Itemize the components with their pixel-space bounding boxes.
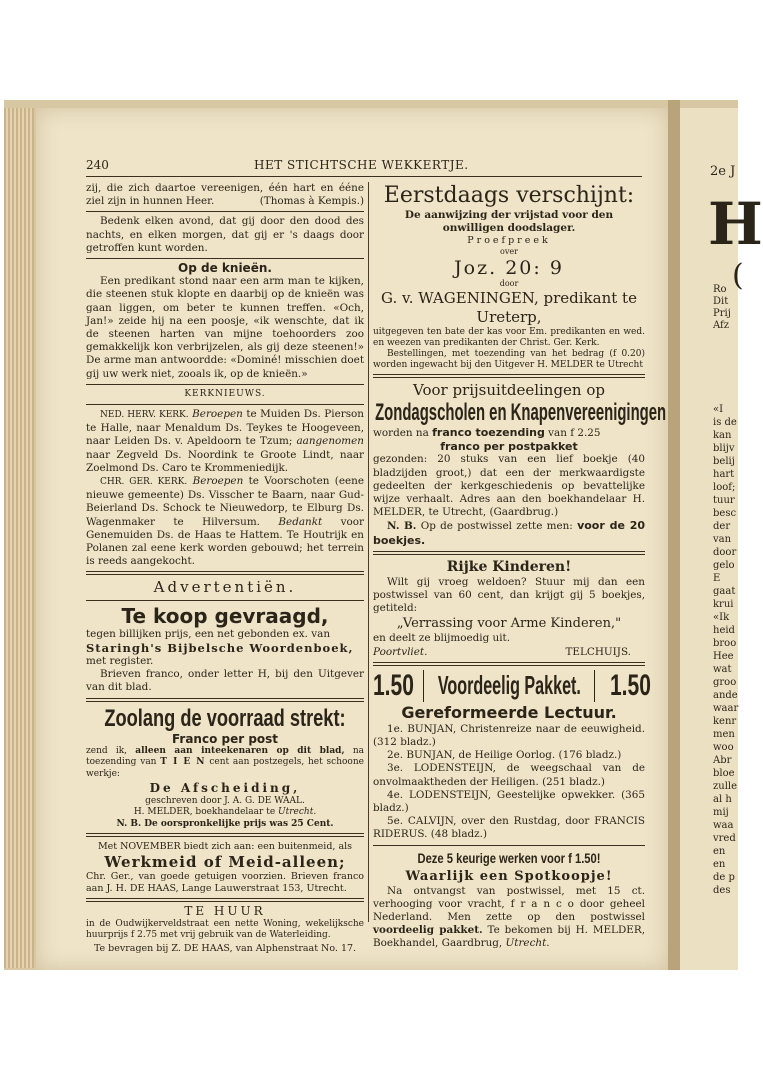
book-list-item: 4e. LODENSTEIJN, Geestelijke opwekker. (365 bladz.) bbox=[373, 788, 645, 815]
ad-heading: Waarlijk een Spotkoopje! bbox=[405, 868, 613, 884]
next-page-line: Ro bbox=[713, 284, 727, 295]
ad-heading: Te koop gevraagd, bbox=[121, 604, 329, 629]
next-page-line: en bbox=[713, 859, 726, 870]
price-right: 1.50 bbox=[610, 669, 651, 703]
left-column bbox=[86, 182, 364, 955]
next-page-line: wat bbox=[713, 664, 732, 675]
next-page-line: des bbox=[713, 885, 731, 896]
next-page-line: de p bbox=[713, 872, 735, 883]
ad-book-title: Staringh's Bijbelsche Woordenboek, bbox=[86, 640, 354, 655]
next-page-line: al h bbox=[713, 794, 732, 805]
ad-text: uitgegeven ten bate der kas voor Em. predikanten en wed. en weezen van predikanten der Christ. Ger. Kerk. bbox=[373, 327, 645, 348]
ad-heading: Rijke Kinderen! bbox=[446, 558, 572, 575]
divider bbox=[86, 571, 364, 575]
banner-bar bbox=[594, 670, 595, 702]
next-page-line: bloe bbox=[713, 768, 735, 779]
next-page-line: van bbox=[713, 534, 732, 545]
package-title: Voordeelig Pakket. bbox=[437, 670, 581, 701]
next-page-fragment bbox=[680, 108, 763, 970]
ad-text: Wilt gij vroeg weldoen? Stuur mij dan een postwissel van 60 cent, dan krijgt gij 5 boekjes, getiteld: bbox=[373, 575, 645, 615]
next-page-line: zulle bbox=[713, 781, 738, 792]
next-page-line: blijv bbox=[713, 443, 735, 454]
next-page-line: tuur bbox=[713, 495, 735, 506]
next-page-line: loof; bbox=[713, 482, 736, 493]
next-page-line: belij bbox=[713, 456, 735, 467]
ad-text: zend ik, alleen aan inteekenaren op dit blad, na toezending van T I E N cent aan postzegels, het schoone werkje: bbox=[86, 745, 364, 779]
divider bbox=[86, 600, 364, 601]
church-news-2: CHR. GER. KERK. Beroepen te Voorschoten (eene nieuwe gemeente) Ds. Visscher te Baarn, naar Gud-Beierland Ds. Schock te Nieuwedorp, te Elburg Ds. Wagenmaker te Hilversum. Bedankt voor Genemuiden Ds. de Haas te Hattem. Te Houtrijk en Polanen zal eene kerk worden gebouwd; het terrein is reeds aangekocht. bbox=[86, 475, 365, 568]
next-page-header: 2e J bbox=[710, 164, 736, 179]
ad-author: geschreven door J. A. G. DE WAAL. bbox=[145, 796, 305, 807]
right-column bbox=[373, 182, 667, 951]
divider bbox=[86, 384, 364, 385]
next-page-line: der bbox=[713, 521, 731, 532]
next-page-line: door bbox=[713, 547, 737, 558]
sermon-over: over bbox=[500, 247, 518, 256]
divider bbox=[86, 404, 364, 405]
page-title: HET STICHTSCHE WEKKERTJE. bbox=[254, 158, 469, 172]
ad-book-title: De Afscheiding, bbox=[149, 781, 301, 796]
advertisements-heading: Advertentiën. bbox=[153, 578, 297, 597]
paragraph: Een predikant stond naar een arm man te kijken, die steenen stuk klopte en daarbij op de knieën was gaan liggen, om beter te kunnen treffen. «Och, Jan!» zeide hij na een poosje, «ik wenschte, dat ik de steenen harten van mijne toehoorders zoo gemakkelijk kon verbrijzelen, als gij deze steenen!» De arme man antwoordde: «Dominé! misschien doet gij uw werk niet, zooals ik, op de knieën.» bbox=[86, 275, 364, 380]
next-page-line: Abr bbox=[713, 755, 732, 766]
next-page-line: Dit bbox=[713, 296, 729, 307]
next-page-line: «Ik bbox=[713, 612, 730, 623]
column-divider bbox=[368, 182, 369, 922]
next-page-line: kenr bbox=[713, 716, 737, 727]
next-page-line: krui bbox=[713, 599, 734, 610]
announcement-heading: Eerstdaags verschijnt: bbox=[383, 183, 635, 208]
next-page-line: «I bbox=[713, 404, 724, 415]
next-page-line: woo bbox=[713, 742, 734, 753]
ad-text: Brieven franco, onder letter H, bij den Uitgever van dit blad. bbox=[86, 668, 364, 694]
next-page-line: heid bbox=[713, 625, 735, 636]
divider bbox=[373, 662, 645, 666]
ad-text: gezonden: 20 stuks van een lief boekje (40 bladzijden groot,) dat een der merkwaardigste gedeelten der kerkgeschiedenis op bevattelijke wijze verhaalt. Adres aan den boekhandelaar H. MELDER, te Utrecht, (Gaardbrug.) bbox=[373, 453, 645, 519]
divider bbox=[373, 374, 645, 378]
next-page-line: gelo bbox=[713, 560, 735, 571]
next-page-bracket: ( bbox=[732, 258, 744, 293]
book-list-item: 3e. LODENSTEIJN, de weegschaal van de onvolmaaktheden der Heiligen. (251 bladz.) bbox=[373, 762, 645, 788]
ad-text: Te bevragen bij Z. DE HAAS, van Alphenstraat No. 17. bbox=[93, 942, 357, 954]
price-left: 1.50 bbox=[373, 669, 414, 703]
sermon-type: Proefpreek bbox=[467, 235, 551, 246]
next-page-line: broo bbox=[713, 638, 737, 649]
ad-heading: Voor prijsuitdeelingen op bbox=[412, 381, 605, 399]
ad-text: tegen billijken prijs, een net gebonden ex. van bbox=[86, 628, 331, 641]
ad-book-title: „Verrassing voor Arme Kinderen," bbox=[396, 616, 622, 632]
divider bbox=[86, 211, 364, 212]
ad-heading: Zoolang de voorraad strekt: bbox=[104, 704, 346, 732]
ad-text: Met NOVEMBER biedt zich aan: een buitenmeid, als bbox=[97, 841, 353, 853]
next-page-line: vred bbox=[713, 833, 736, 844]
next-page-line: Prij bbox=[713, 308, 731, 319]
next-page-line: groo bbox=[713, 677, 737, 688]
ad-heading: Deze 5 keurige werken voor f 1.50! bbox=[417, 849, 601, 866]
ad-text: met register. bbox=[86, 654, 154, 667]
ad-publisher: H. MELDER, boekhandelaar te Utrecht. bbox=[133, 807, 317, 818]
next-page-line: ande bbox=[713, 690, 738, 701]
next-page-line: hart bbox=[713, 469, 735, 480]
divider bbox=[86, 698, 364, 702]
ad-text: in de Oudwijkerveldstraat een nette Woning, wekelijksche huurprijs f 2.75 met vrij gebruik van de Waterleiding. bbox=[86, 918, 364, 941]
ad-text: en deelt ze blijmoedig uit. bbox=[373, 632, 511, 645]
next-page-initial: H bbox=[708, 190, 763, 258]
ad-text: N. B. Op de postwissel zette men: voor de 20 boekjes. bbox=[373, 519, 646, 547]
quote-text: zij, die zich daartoe vereenigen, één hart en ééne ziel zijn in hunnen Heer. (Thomas à Kempis.) bbox=[86, 182, 364, 208]
sermon-text-ref: Joz. 20: 9 bbox=[454, 257, 564, 279]
package-banner bbox=[373, 669, 651, 703]
next-page-line: E bbox=[713, 573, 721, 584]
page-edges bbox=[4, 108, 34, 968]
ad-heading: Gereformeerde Lectuur. bbox=[401, 702, 617, 722]
divider bbox=[373, 845, 645, 846]
ad-text: Na ontvangst van postwissel, met 15 ct. verhooging voor vracht, f r a n c o door geheel Nederland. Men zette op den postwissel voordeelig pakket. Te bekomen bij H. MELDER, Boekhandel, Gaardbrug, Utrecht. bbox=[373, 884, 645, 950]
next-page-line: gaat bbox=[713, 586, 736, 597]
ad-text: Chr. Ger., van goede getuigen voorzien. Brieven franco aan J. H. DE HAAS, Lange Lauwerstraat 153, Utrecht. bbox=[86, 871, 364, 895]
book-list-item: 1e. BUNJAN, Christenreize naar de eeuwigheid. (312 bladz.) bbox=[373, 722, 645, 749]
next-page-line: waar bbox=[713, 703, 739, 714]
ad-heading-large: Zondagscholen en Knapenvereenigingen bbox=[375, 399, 667, 426]
next-page-line: waa bbox=[713, 820, 734, 831]
banner-bar bbox=[423, 670, 424, 702]
next-page-line: mij bbox=[713, 807, 729, 818]
divider bbox=[373, 551, 645, 555]
next-page-line: is de bbox=[713, 417, 737, 428]
sermon-author: G. v. WAGENINGEN, predikant te Ureterp, bbox=[381, 289, 637, 326]
ad-subheading: Franco per post bbox=[171, 731, 279, 746]
next-page-line: men bbox=[713, 729, 735, 740]
next-page-line: Hee bbox=[713, 651, 734, 662]
ad-heading: Werkmeid of Meid-alleen; bbox=[104, 853, 346, 872]
sermon-door: door bbox=[499, 279, 519, 288]
book-gutter bbox=[668, 100, 680, 970]
book-list-item: 2e. BUNJAN, de Heilige Oorlog. (176 bladz.) bbox=[387, 749, 622, 762]
divider bbox=[86, 833, 364, 837]
divider bbox=[86, 258, 364, 259]
sermon-title: De aanwijzing der vrijstad voor den onwilligen doodslager. bbox=[404, 209, 614, 234]
next-page-line: en bbox=[713, 846, 726, 857]
next-page-line: Afz bbox=[713, 320, 730, 331]
next-page-line: kan bbox=[713, 430, 732, 441]
church-news-1: NED. HERV. KERK. Beroepen te Muiden Ds. Pierson te Halle, naar Menaldum Ds. Teykes te Hoogeveen, naar Leiden Ds. v. Apeldoorn te Tzum; aangenomen naar Zegveld Ds. Noordink te Groote Lindt, naar Zoelmond Ds. Caro te Krommeniedijk. bbox=[86, 408, 364, 474]
section-heading: Op de knieën. bbox=[178, 261, 272, 276]
section-heading: KERKNIEUWS. bbox=[184, 388, 266, 399]
ad-text: franco per postpakket bbox=[440, 440, 578, 454]
ad-text: Bestellingen, met toezending van het bedrag (f 0.20) worden ingewacht bij den Uitgever H. MELDER te Utrecht bbox=[373, 349, 645, 370]
header-rule bbox=[86, 176, 642, 177]
divider bbox=[86, 898, 364, 902]
ad-heading: TE HUUR bbox=[184, 904, 266, 919]
next-page-line: besc bbox=[713, 508, 737, 519]
paragraph: Bedenk elken avond, dat gij door den dood des nachts, en elken morgen, dat gij er 's daags door getroffen kunt worden. bbox=[86, 215, 364, 254]
ad-note: N. B. De oorspronkelijke prijs was 25 Cent. bbox=[116, 819, 334, 830]
ad-signature: Poortvliet. TELCHUIJS. bbox=[373, 645, 631, 658]
book-list-item: 5e. CALVIJN, over den Rustdag, door FRANCIS RIDERUS. (48 bladz.) bbox=[373, 815, 645, 841]
ad-text: worden na franco toezending van f 2.25 bbox=[373, 426, 601, 439]
page-number: 240 bbox=[86, 158, 109, 172]
